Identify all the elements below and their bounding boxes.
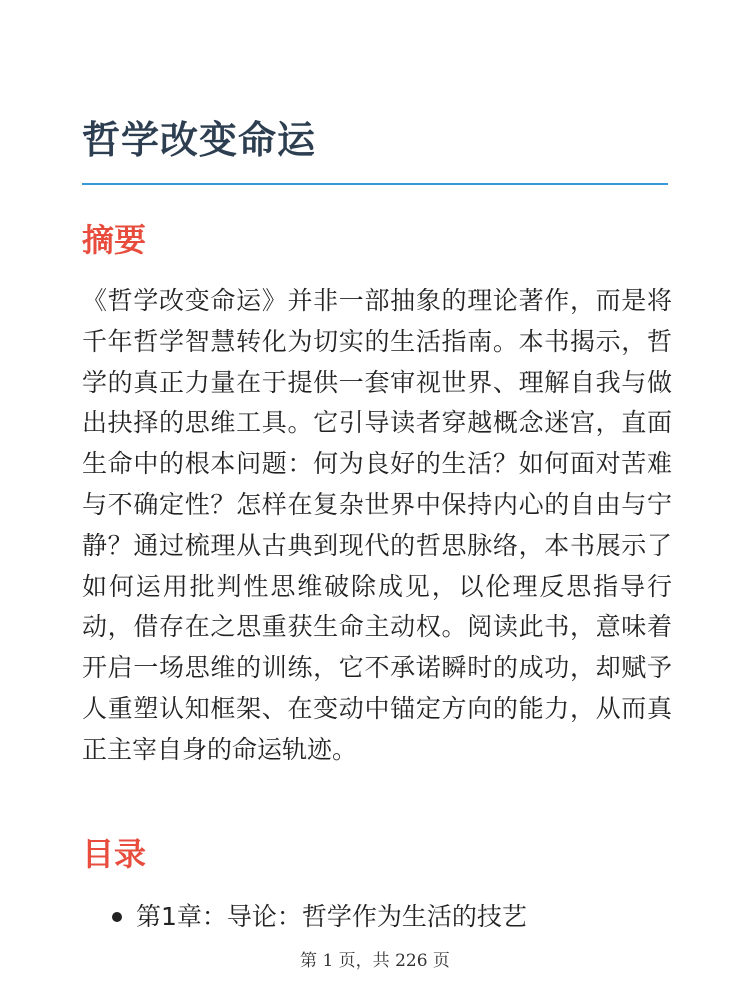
summary-heading: 摘要 (82, 221, 147, 259)
toc-item-label: 第1章：导论：哲学作为生活的技艺 (136, 902, 527, 931)
toc-heading: 目录 (82, 835, 147, 873)
document-title: 哲学改变命运 (82, 118, 317, 162)
title-divider (82, 183, 668, 185)
toc-item (82, 895, 672, 939)
summary-paragraph: 《哲学改变命运》并非一部抽象的理论著作，而是将千年哲学智慧转化为切实的生活指南。本书揭示，哲学的真正力量在于提供一套审视世界、理解自我与做出抉择的思维工具。它引导读者穿越概念迷宫，直面生命中的根本问题：何为良好的生活？如何面对苦难与不确定性？怎样在复杂世界中保持内心的自由与宁静？通过梳理从古典到现代的哲思脉络，本书展示了如何运用批判性思维破除成见，以伦理反思指导行动，借存在之思重获生命主动权。阅读此书，意味着开启一场思维的训练，它不承诺瞬时的成功，却赋予人重塑认知框架、在变动中锚定方向的能力，从而真正主宰自身的命运轨迹。 (82, 286, 672, 764)
toc-list (82, 895, 672, 939)
page-footer: 第 1 页，共 226 页 (300, 951, 450, 971)
bullet-icon (112, 912, 122, 922)
